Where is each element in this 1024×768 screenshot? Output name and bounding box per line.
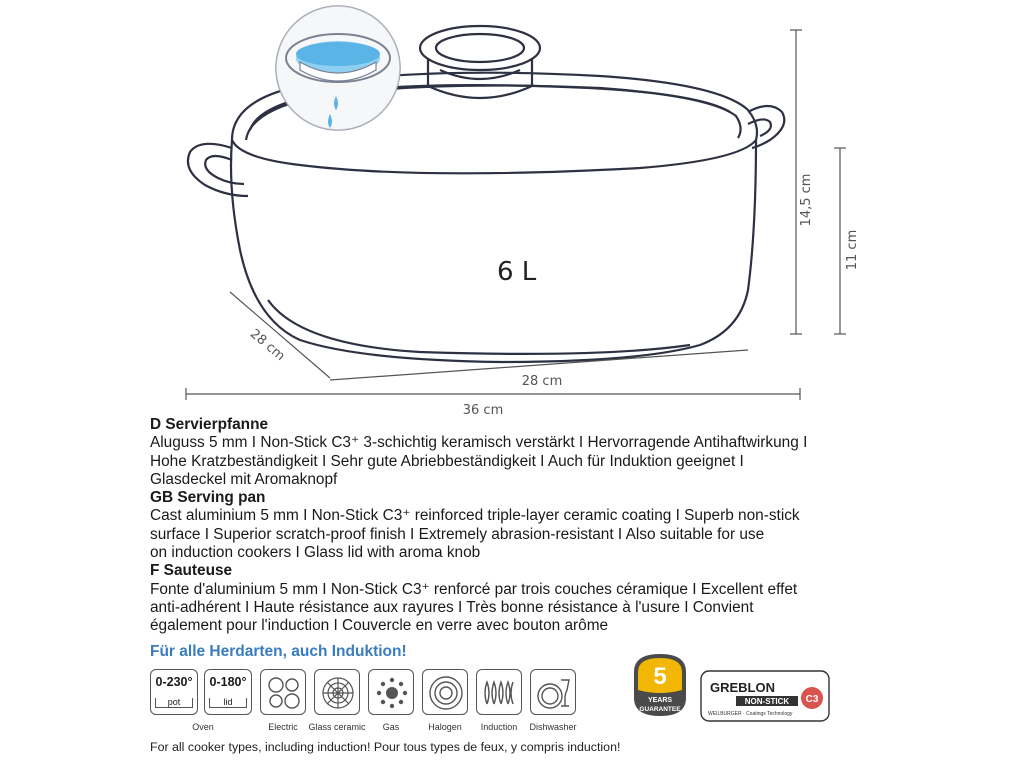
greblon-logo [700,670,830,722]
oven-lid-temp-icon [204,669,252,715]
dim-length-total: 36 cm [462,403,504,418]
lid-temp: 0-180° [209,675,247,689]
electric-hob-icon [260,669,306,715]
oven-pot-temp-icon [150,669,198,715]
lid-sub: lid [209,698,247,708]
years-text: YEARS [647,697,673,704]
glass-ceramic-icon [314,669,360,715]
volume-label: 6 L [497,257,537,287]
de-line: Hohe Kratzbeständigkeit I Sehr gute Abriebbeständigkeit I Auch für Induktion geeignet I [150,452,744,470]
de-heading: D Servierpfanne [150,416,269,433]
gb-line: Cast aluminium 5 mm I Non-Stick C3⁺ reinforced triple-layer ceramic coating I Superb non-stick [150,507,800,525]
de-line: Aluguss 5 mm I Non-Stick C3⁺ 3-schichtig keramisch verstärkt I Hervorragende Antihaftwirkung I [150,434,808,452]
halogen-icon [422,669,468,715]
cooker-icons [150,669,590,739]
greblon-c3: C3 [805,694,819,705]
induction-label: Induction [480,722,518,732]
de-line: Glasdeckel mit Aromaknopf [150,470,338,488]
gb-line: surface I Superior scratch-proof finish I Extremely abrasion-resistant I Also suitable for use [150,525,765,543]
dim-height-body: 11 cm [845,229,860,271]
fr-line: anti-adhérent I Haute résistance aux rayures I Très bonne résistance à l'usure I Convient [150,598,754,616]
gas-icon [368,669,414,715]
five-year-guarantee-badge [630,650,690,720]
footer-text: For all cooker types, including induction! Pour tous types de feux, y compris induction! [150,740,621,754]
greblon-brand: GREBLON [710,680,775,695]
gb-line: on induction cookers I Glass lid with aroma knob [150,544,481,562]
dishwasher-label: Dishwasher [529,722,577,732]
fr-line: Fonte d'aluminium 5 mm I Non-Stick C3⁺ renforcé par trois couches céramique I Excellent effet [150,580,798,598]
halogen-label: Halogen [428,722,462,732]
induction-icon [476,669,522,715]
oven-label: Oven [192,722,214,732]
dishwasher-icon [530,669,576,715]
gb-heading: GB Serving pan [150,489,266,507]
oven-sub: pot [155,698,193,708]
guarantee-text: GUARANTEE [639,706,681,713]
product-description [150,416,910,636]
years-number: 5 [653,663,667,690]
fr-heading: F Sauteuse [150,562,233,580]
gas-label: Gas [382,722,400,732]
dim-length: 28 cm [521,374,563,389]
dim-height-total: 14,5 cm [799,173,814,227]
promo-text: Für alle Herdarten, auch Induktion! [150,643,407,660]
electric-label: Electric [268,722,298,732]
greblon-sub: NON-STICK [744,697,790,706]
greblon-small: WEILBURGER · Coatings Technology [708,711,793,717]
oven-temp: 0-230° [155,675,193,689]
glass-ceramic-label: Glass ceramic [308,722,366,732]
dim-depth: 28 cm [246,326,288,365]
fr-line: également pour l'induction I Couvercle en verre avec bouton arôme [150,617,609,635]
